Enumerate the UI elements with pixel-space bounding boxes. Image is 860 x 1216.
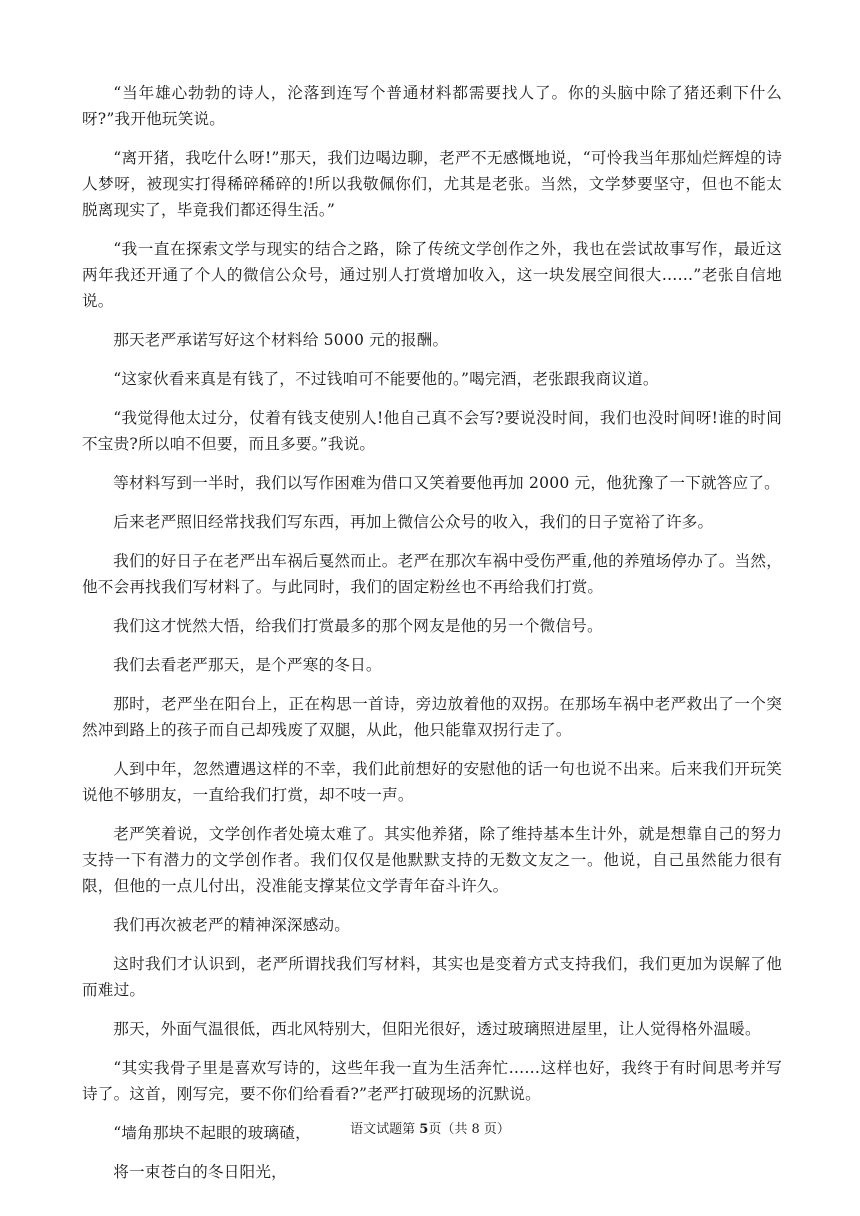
paragraph: 这时我们才认识到，老严所谓找我们写材料，其实也是变着方式支持我们，我们更加为误解了他而难过。 xyxy=(82,955,782,999)
paragraph: 我们的好日子在老严出车祸后戛然而止。老严在那次车祸中受伤严重,他的养殖场停办了。当然，他不会再找我们写材料了。与此同时，我们的固定粉丝也不再给我们打赏。 xyxy=(82,552,782,596)
poem-line: “墙角那块不起眼的玻璃碴， xyxy=(113,1124,311,1142)
footer-prefix: 语文试题第 xyxy=(350,1122,420,1137)
paragraph: “我觉得他太过分，仗着有钱支使别人!他自己真不会写?要说没时间，我们也没时间呀!谁的时间不宝贵?所以咱不但要，而且多要。”我说。 xyxy=(82,409,782,453)
paragraph: 那天，外面气温很低，西北风特别大，但阳光很好，透过玻璃照进屋里，让人觉得格外温暖。 xyxy=(113,1020,761,1038)
paragraph: 我们再次被老严的精神深深感动。 xyxy=(113,916,351,934)
paragraph: “这家伙看来真是有钱了，不过钱咱可不能要他的。”喝完酒，老张跟我商议道。 xyxy=(113,370,659,388)
paragraph: 我们去看老严那天，是个严寒的冬日。 xyxy=(113,656,382,674)
footer-total-pages: 8 xyxy=(471,1122,480,1137)
paragraph: 后来老严照旧经常找我们写东西，再加上微信公众号的收入，我们的日子宽裕了许多。 xyxy=(113,513,714,531)
paragraph: 那时，老严坐在阳台上，正在构思一首诗，旁边放着他的双拐。在那场车祸中老严救出了一个突然冲到路上的孩子而自己却残废了双腿，从此，他只能靠双拐行走了。 xyxy=(82,695,782,739)
article-body xyxy=(82,80,782,1198)
paragraph: “我一直在探索文学与现实的结合之路，除了传统文学创作之外，我也在尝试故事写作，最近这两年我还开通了个人的微信公众号，通过别人打赏增加收入，这一块发展空间很大……”老张自信地说。 xyxy=(82,240,782,310)
paragraph: “离开猪，我吃什么呀!”那天，我们边喝边聊，老严不无感慨地说，“可怜我当年那灿烂辉煌的诗人梦呀，被现实打得稀碎稀碎的!所以我敬佩你们，尤其是老张。当然，文学梦要坚守，但也不能太脱离现实了，毕竟我们都还得生活。” xyxy=(82,149,782,219)
poem-line: 将一束苍白的冬日阳光， xyxy=(113,1163,287,1181)
footer-middle: 页（共 xyxy=(428,1122,472,1137)
page-footer xyxy=(0,1121,860,1139)
footer-suffix: 页） xyxy=(479,1122,510,1137)
paragraph: 等材料写到一半时，我们以写作困难为借口又笑着要他再加 2000 元，他犹豫了一下就答应了。 xyxy=(113,474,780,492)
paragraph: “当年雄心勃勃的诗人，沦落到连写个普通材料都需要找人了。你的头脑中除了猪还剩下什么呀?”我开他玩笑说。 xyxy=(82,84,782,128)
paragraph: “其实我骨子里是喜欢写诗的，这些年我一直为生活奔忙……这样也好，我终于有时间思考并写诗了。这首，刚写完，要不你们给看看?”老严打破现场的沉默说。 xyxy=(82,1059,782,1103)
paragraph: 人到中年，忽然遭遇这样的不幸，我们此前想好的安慰他的话一句也说不出来。后来我们开玩笑说他不够朋友，一直给我们打赏，却不吱一声。 xyxy=(82,760,782,804)
paragraph: 那天老严承诺写好这个材料给 5000 元的报酬。 xyxy=(113,331,449,349)
paragraph: 我们这才恍然大悟，给我们打赏最多的那个网友是他的另一个微信号。 xyxy=(113,617,603,635)
footer-page-number: 5 xyxy=(419,1122,429,1137)
paragraph: 老严笑着说，文学创作者处境太难了。其实他养猪，除了维持基本生计外，就是想靠自己的努力支持一下有潜力的文学创作者。我们仅仅是他默默支持的无数文友之一。他说，自己虽然能力很有限，但他的一点儿付出，没准能支撑某位文学青年奋斗许久。 xyxy=(82,825,782,895)
